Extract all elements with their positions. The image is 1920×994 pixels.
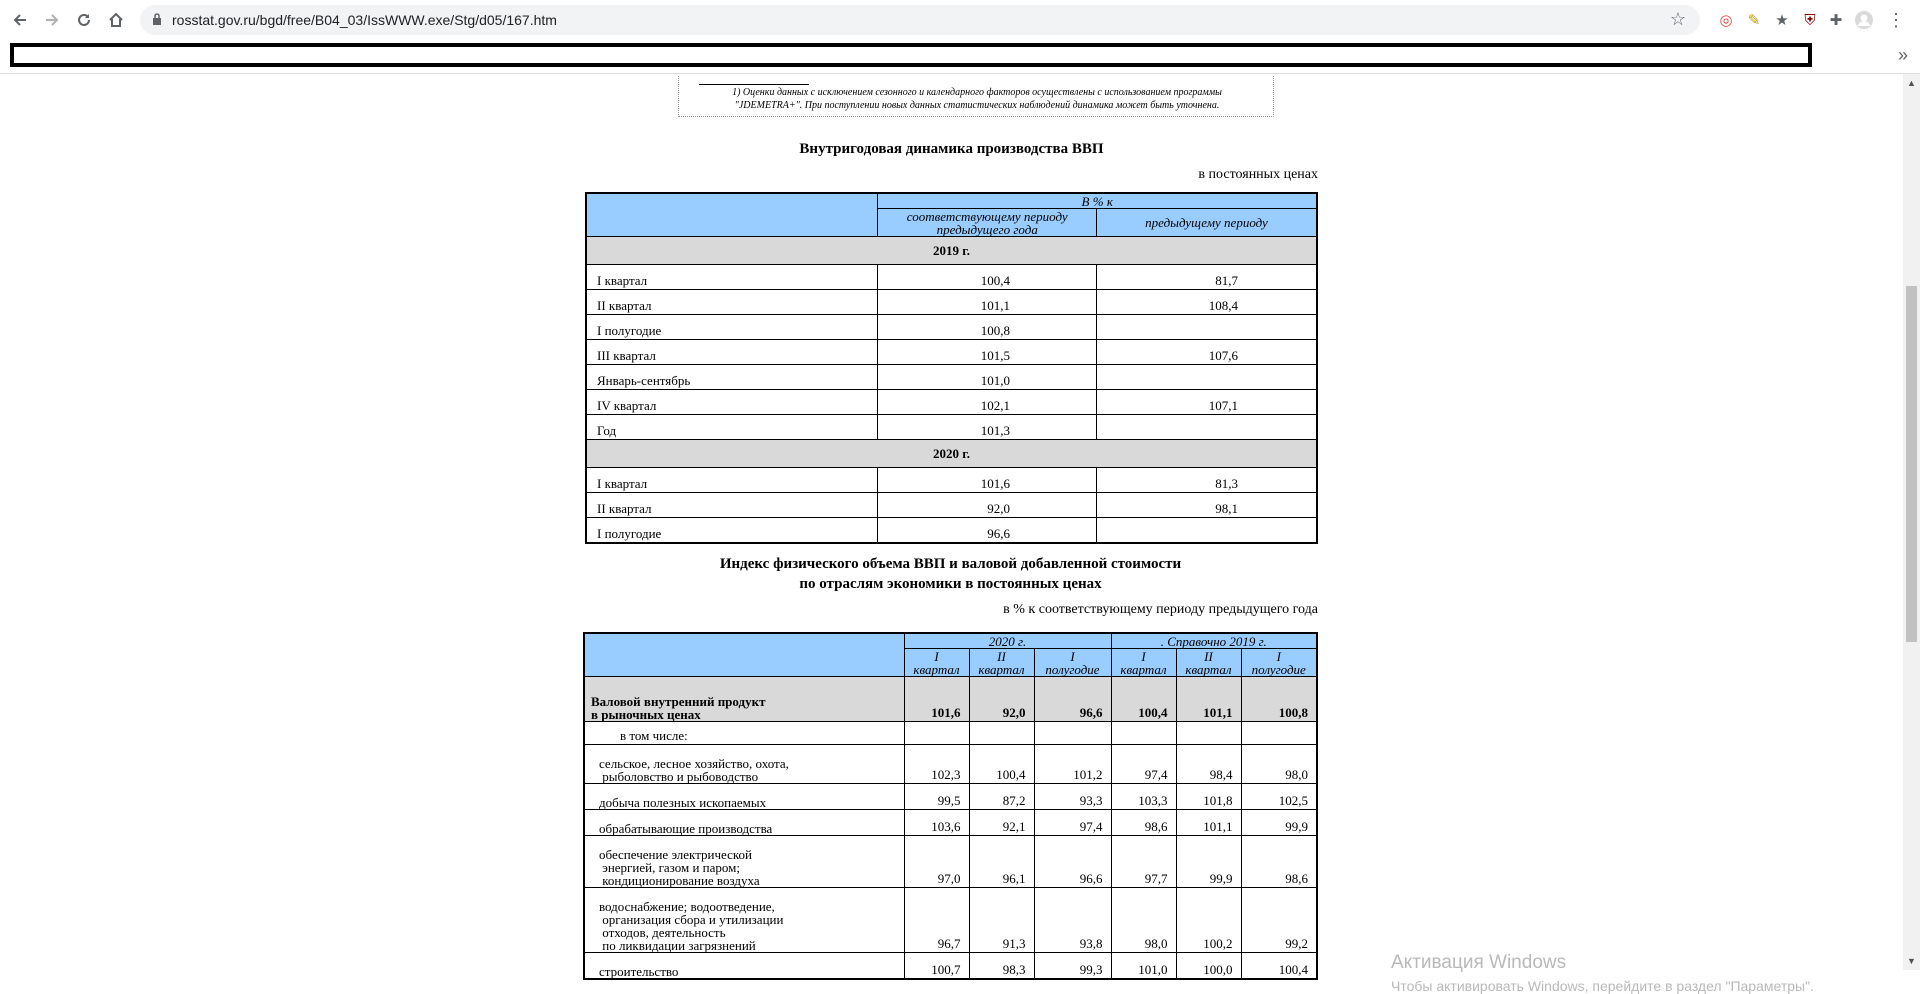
windows-activation-subtitle: Чтобы активировать Windows, перейдите в раздел "Параметры".: [1391, 978, 1814, 994]
t1-row-value: [1097, 518, 1318, 544]
table2-title-line-1: Индекс физического объема ВВП и валовой добавленной стоимости: [719, 556, 1182, 572]
bookmarks-bar: [0, 40, 1920, 74]
t2-row-value: 101,8: [1176, 784, 1241, 810]
table-row: [586, 493, 1317, 518]
t2-col-header-bottom: полугодие: [1045, 661, 1100, 677]
t1-row-label: I квартал: [586, 468, 878, 493]
t1-row-label: IV квартал: [586, 390, 878, 415]
t2-row-value: 100,4: [1241, 953, 1317, 980]
t2-row-value: 87,2: [969, 784, 1034, 810]
t1-row-value: 101,3: [878, 415, 1097, 440]
t2-row-label-line: рыболовство и рыбоводство: [599, 769, 759, 784]
footnote-box: [678, 76, 1274, 117]
table1-title: Внутригодовая динамика производства ВВП: [799, 141, 1104, 157]
t2-gdp-value: 100,8: [1241, 677, 1317, 722]
star-outline-icon[interactable]: ★: [1775, 12, 1789, 29]
t2-row-value: 99,3: [1034, 953, 1111, 980]
t2-row-value: 97,7: [1111, 836, 1176, 888]
t2-row-label-line: кондиционирование воздуха: [599, 873, 760, 888]
t2-row-value: 97,4: [1034, 810, 1111, 836]
t2-gdp-label: [584, 677, 904, 722]
table-row: [584, 810, 1317, 836]
t2-gdp-value: 101,1: [1176, 677, 1241, 722]
table-row: [586, 265, 1317, 290]
table2-title: [583, 554, 1318, 594]
t2-col-header-top: I: [1070, 648, 1075, 664]
t2-row-value: 96,7: [904, 888, 969, 953]
t2-gdp-value: 101,6: [904, 677, 969, 722]
t1-year-row: 2019 г.: [586, 237, 1317, 265]
scroll-down-icon[interactable]: ▼: [1907, 956, 1916, 966]
t2-row-value: 97,0: [904, 836, 969, 888]
t2-row-value: 103,6: [904, 810, 969, 836]
shield-icon[interactable]: ⛨: [1804, 11, 1816, 29]
t2-row-value: 98,6: [1241, 836, 1317, 888]
table-row: [584, 836, 1317, 888]
t2-including-row: [584, 722, 1317, 745]
t1-row-label: II квартал: [586, 493, 878, 518]
t2-row-label: [584, 836, 904, 888]
address-bar[interactable]: [140, 5, 1700, 35]
t1-row-label: I квартал: [586, 265, 878, 290]
t1-row-value: 81,3: [1097, 468, 1318, 493]
t1-row-value: [1097, 315, 1318, 340]
t2-row-value: 100,4: [969, 745, 1034, 784]
t2-row-value: 97,4: [1111, 745, 1176, 784]
scroll-up-icon[interactable]: ▲: [1907, 78, 1916, 88]
pencil-icon[interactable]: ✎: [1747, 12, 1761, 29]
t2-row-label-line: водоснабжение; водоотведение,: [599, 899, 775, 914]
t1-row-value: 107,1: [1097, 390, 1318, 415]
gdp-dynamics-table: [585, 192, 1318, 544]
t2-row-value: 101,0: [1111, 953, 1176, 980]
t2-row-value: 100,2: [1176, 888, 1241, 953]
t2-empty-cell: [1111, 722, 1176, 745]
table-row: [586, 340, 1317, 365]
t1-header-col1: соответствующему периоду предыдущего года: [878, 209, 1097, 237]
t2-col-header-top: II: [997, 648, 1006, 664]
table-row: [586, 390, 1317, 415]
menu-icon[interactable]: ⋮: [1887, 9, 1905, 30]
t2-row-label: [584, 784, 904, 810]
lock-icon: [152, 13, 162, 25]
page-scrollbar[interactable]: [1903, 74, 1920, 970]
t2-header-group-2019: . Справочно 2019 г.: [1111, 633, 1317, 649]
t2-row-label-line: сельское, лесное хозяйство, охота,: [599, 756, 789, 771]
t2-col-header-top: II: [1204, 648, 1213, 664]
t1-row-value: 96,6: [878, 518, 1097, 544]
t2-row-value: 98,3: [969, 953, 1034, 980]
t1-year-row: 2020 г.: [586, 440, 1317, 468]
table-row: [586, 468, 1317, 493]
t1-row-value: 100,4: [878, 265, 1097, 290]
t2-col-header: [1241, 649, 1317, 677]
page-content: [0, 74, 1903, 994]
table2-note: в % к соответствующему периоду предыдущего года: [1003, 602, 1318, 617]
t2-row-label: [584, 953, 904, 980]
t1-row-value: 107,6: [1097, 340, 1318, 365]
table-row: [584, 745, 1317, 784]
t2-row-label: [584, 810, 904, 836]
table-row: [586, 415, 1317, 440]
t2-empty-cell: [1241, 722, 1317, 745]
t1-row-value: [1097, 415, 1318, 440]
t2-header-group-2020: 2020 г.: [904, 633, 1111, 649]
t1-row-label: III квартал: [586, 340, 878, 365]
table-row: [584, 953, 1317, 980]
t2-row-value: 100,7: [904, 953, 969, 980]
t1-header-blank: [586, 193, 878, 237]
bookmarks-redaction: [10, 43, 1812, 67]
t2-col-header: [1176, 649, 1241, 677]
t2-including-label: в том числе:: [584, 722, 904, 745]
t2-row-label-line: организация сбора и утилизации: [599, 912, 784, 927]
t2-empty-cell: [1176, 722, 1241, 745]
t1-row-value: 101,5: [878, 340, 1097, 365]
extension-icon[interactable]: ◎: [1719, 12, 1733, 29]
puzzle-icon[interactable]: ✚: [1829, 12, 1843, 29]
t2-row-value: 101,2: [1034, 745, 1111, 784]
t2-empty-cell: [1034, 722, 1111, 745]
t1-row-value: 102,1: [878, 390, 1097, 415]
t2-col-header-top: I: [1141, 648, 1146, 664]
table-row: [586, 315, 1317, 340]
t1-row-value: 98,1: [1097, 493, 1318, 518]
t2-row-value: 93,8: [1034, 888, 1111, 953]
t2-row-value: 98,6: [1111, 810, 1176, 836]
t1-row-value: 101,6: [878, 468, 1097, 493]
t1-row-value: 101,0: [878, 365, 1097, 390]
windows-activation-title: Активация Windows: [1391, 952, 1567, 973]
table1-note: в постоянных ценах: [1198, 167, 1318, 182]
gva-index-table: [583, 632, 1318, 980]
star-icon[interactable]: ☆: [1669, 9, 1686, 29]
t2-row-value: 99,2: [1241, 888, 1317, 953]
t2-row-value: 102,5: [1241, 784, 1317, 810]
t2-row-label-line: энергией, газом и паром;: [599, 860, 740, 875]
t1-row-label: I полугодие: [586, 518, 878, 544]
t2-gdp-label-line-2: в рыночных ценах: [591, 707, 701, 722]
t1-row-label: I полугодие: [586, 315, 878, 340]
t1-row-value: 81,7: [1097, 265, 1318, 290]
browser-toolbar: [0, 0, 1920, 41]
t2-row-value: 96,1: [969, 836, 1034, 888]
t2-header-blank: [584, 633, 904, 677]
t2-empty-cell: [904, 722, 969, 745]
t2-gdp-row: [584, 677, 1317, 722]
table-row: [586, 290, 1317, 315]
t2-col-header-bottom: квартал: [1120, 661, 1167, 677]
t2-col-header-bottom: квартал: [1185, 661, 1232, 677]
t2-col-header-bottom: квартал: [978, 661, 1025, 677]
t2-row-label-line: строительство: [599, 964, 679, 979]
t2-row-value: 102,3: [904, 745, 969, 784]
footnote-text: [697, 86, 1257, 112]
t2-row-value: 91,3: [969, 888, 1034, 953]
t2-col-header-top: I: [934, 648, 939, 664]
t2-row-value: 98,0: [1241, 745, 1317, 784]
footnote-line-1: 1) Оценки данных с исключением сезонного и календарного факторов осуществлены с использованием программы: [732, 87, 1222, 98]
t2-col-header: [1034, 649, 1111, 677]
t1-row-value: [1097, 365, 1318, 390]
t2-col-header: [1111, 649, 1176, 677]
t2-gdp-value: 100,4: [1111, 677, 1176, 722]
table-row: [584, 888, 1317, 953]
t2-row-value: 92,1: [969, 810, 1034, 836]
t2-col-header-top: I: [1276, 648, 1281, 664]
t2-row-label-line: обеспечение электрической: [599, 847, 753, 862]
table2-title-line-2: по отраслям экономики в постоянных ценах: [799, 576, 1102, 592]
scrollbar-thumb[interactable]: [1906, 286, 1917, 642]
t2-col-header: [969, 649, 1034, 677]
t2-row-value: 101,1: [1176, 810, 1241, 836]
t2-row-value: 99,9: [1176, 836, 1241, 888]
t2-col-header: [904, 649, 969, 677]
t2-row-label-line: добыча полезных ископаемых: [599, 795, 767, 810]
t1-row-label: Январь-сентябрь: [586, 365, 878, 390]
forward-icon[interactable]: [38, 6, 66, 34]
t2-row-label-line: отходов, деятельность: [599, 925, 726, 940]
t2-gdp-value: 92,0: [969, 677, 1034, 722]
t2-empty-cell: [969, 722, 1034, 745]
t2-gdp-label-line-1: Валовой внутренний продукт: [591, 694, 766, 709]
t1-row-value: 92,0: [878, 493, 1097, 518]
t2-row-value: 96,6: [1034, 836, 1111, 888]
t2-row-value: 93,3: [1034, 784, 1111, 810]
footnote-line-2: "JDEMETRA+". При поступлении новых данных статистических наблюдений динамика может быть уточнена.: [734, 100, 1220, 111]
t2-row-value: 100,0: [1176, 953, 1241, 980]
t1-row-label: Год: [586, 415, 878, 440]
t2-row-value: 99,5: [904, 784, 969, 810]
t2-col-header-bottom: квартал: [913, 661, 960, 677]
t2-row-value: 98,0: [1111, 888, 1176, 953]
table-row: [584, 784, 1317, 810]
profile-icon[interactable]: [1854, 10, 1874, 30]
t2-row-label-line: по ликвидации загрязнений: [599, 938, 756, 953]
t2-row-value: 99,9: [1241, 810, 1317, 836]
back-icon[interactable]: [6, 6, 34, 34]
t2-row-label-line: обрабатывающие производства: [599, 821, 773, 836]
home-icon[interactable]: [102, 6, 130, 34]
t1-row-value: 100,8: [878, 315, 1097, 340]
url-text: rosstat.gov.ru/bgd/free/B04_03/IssWWW.exe/Stg/d05/167.htm: [172, 12, 557, 28]
t2-row-label: [584, 745, 904, 784]
t2-row-label: [584, 888, 904, 953]
footnote-rule: [699, 84, 809, 85]
t2-col-header-bottom: полугодие: [1251, 661, 1306, 677]
t1-header-group: В % к: [878, 193, 1317, 209]
bookmarks-more-button[interactable]: »: [1897, 45, 1908, 65]
table-row: [586, 518, 1317, 544]
table-row: [586, 365, 1317, 390]
t2-gdp-value: 96,6: [1034, 677, 1111, 722]
reload-icon[interactable]: [70, 6, 98, 34]
t1-row-value: 108,4: [1097, 290, 1318, 315]
t2-row-value: 103,3: [1111, 784, 1176, 810]
t1-row-label: II квартал: [586, 290, 878, 315]
t1-header-col2: предыдущему периоду: [1097, 209, 1318, 237]
t2-row-value: 98,4: [1176, 745, 1241, 784]
t1-row-value: 101,1: [878, 290, 1097, 315]
